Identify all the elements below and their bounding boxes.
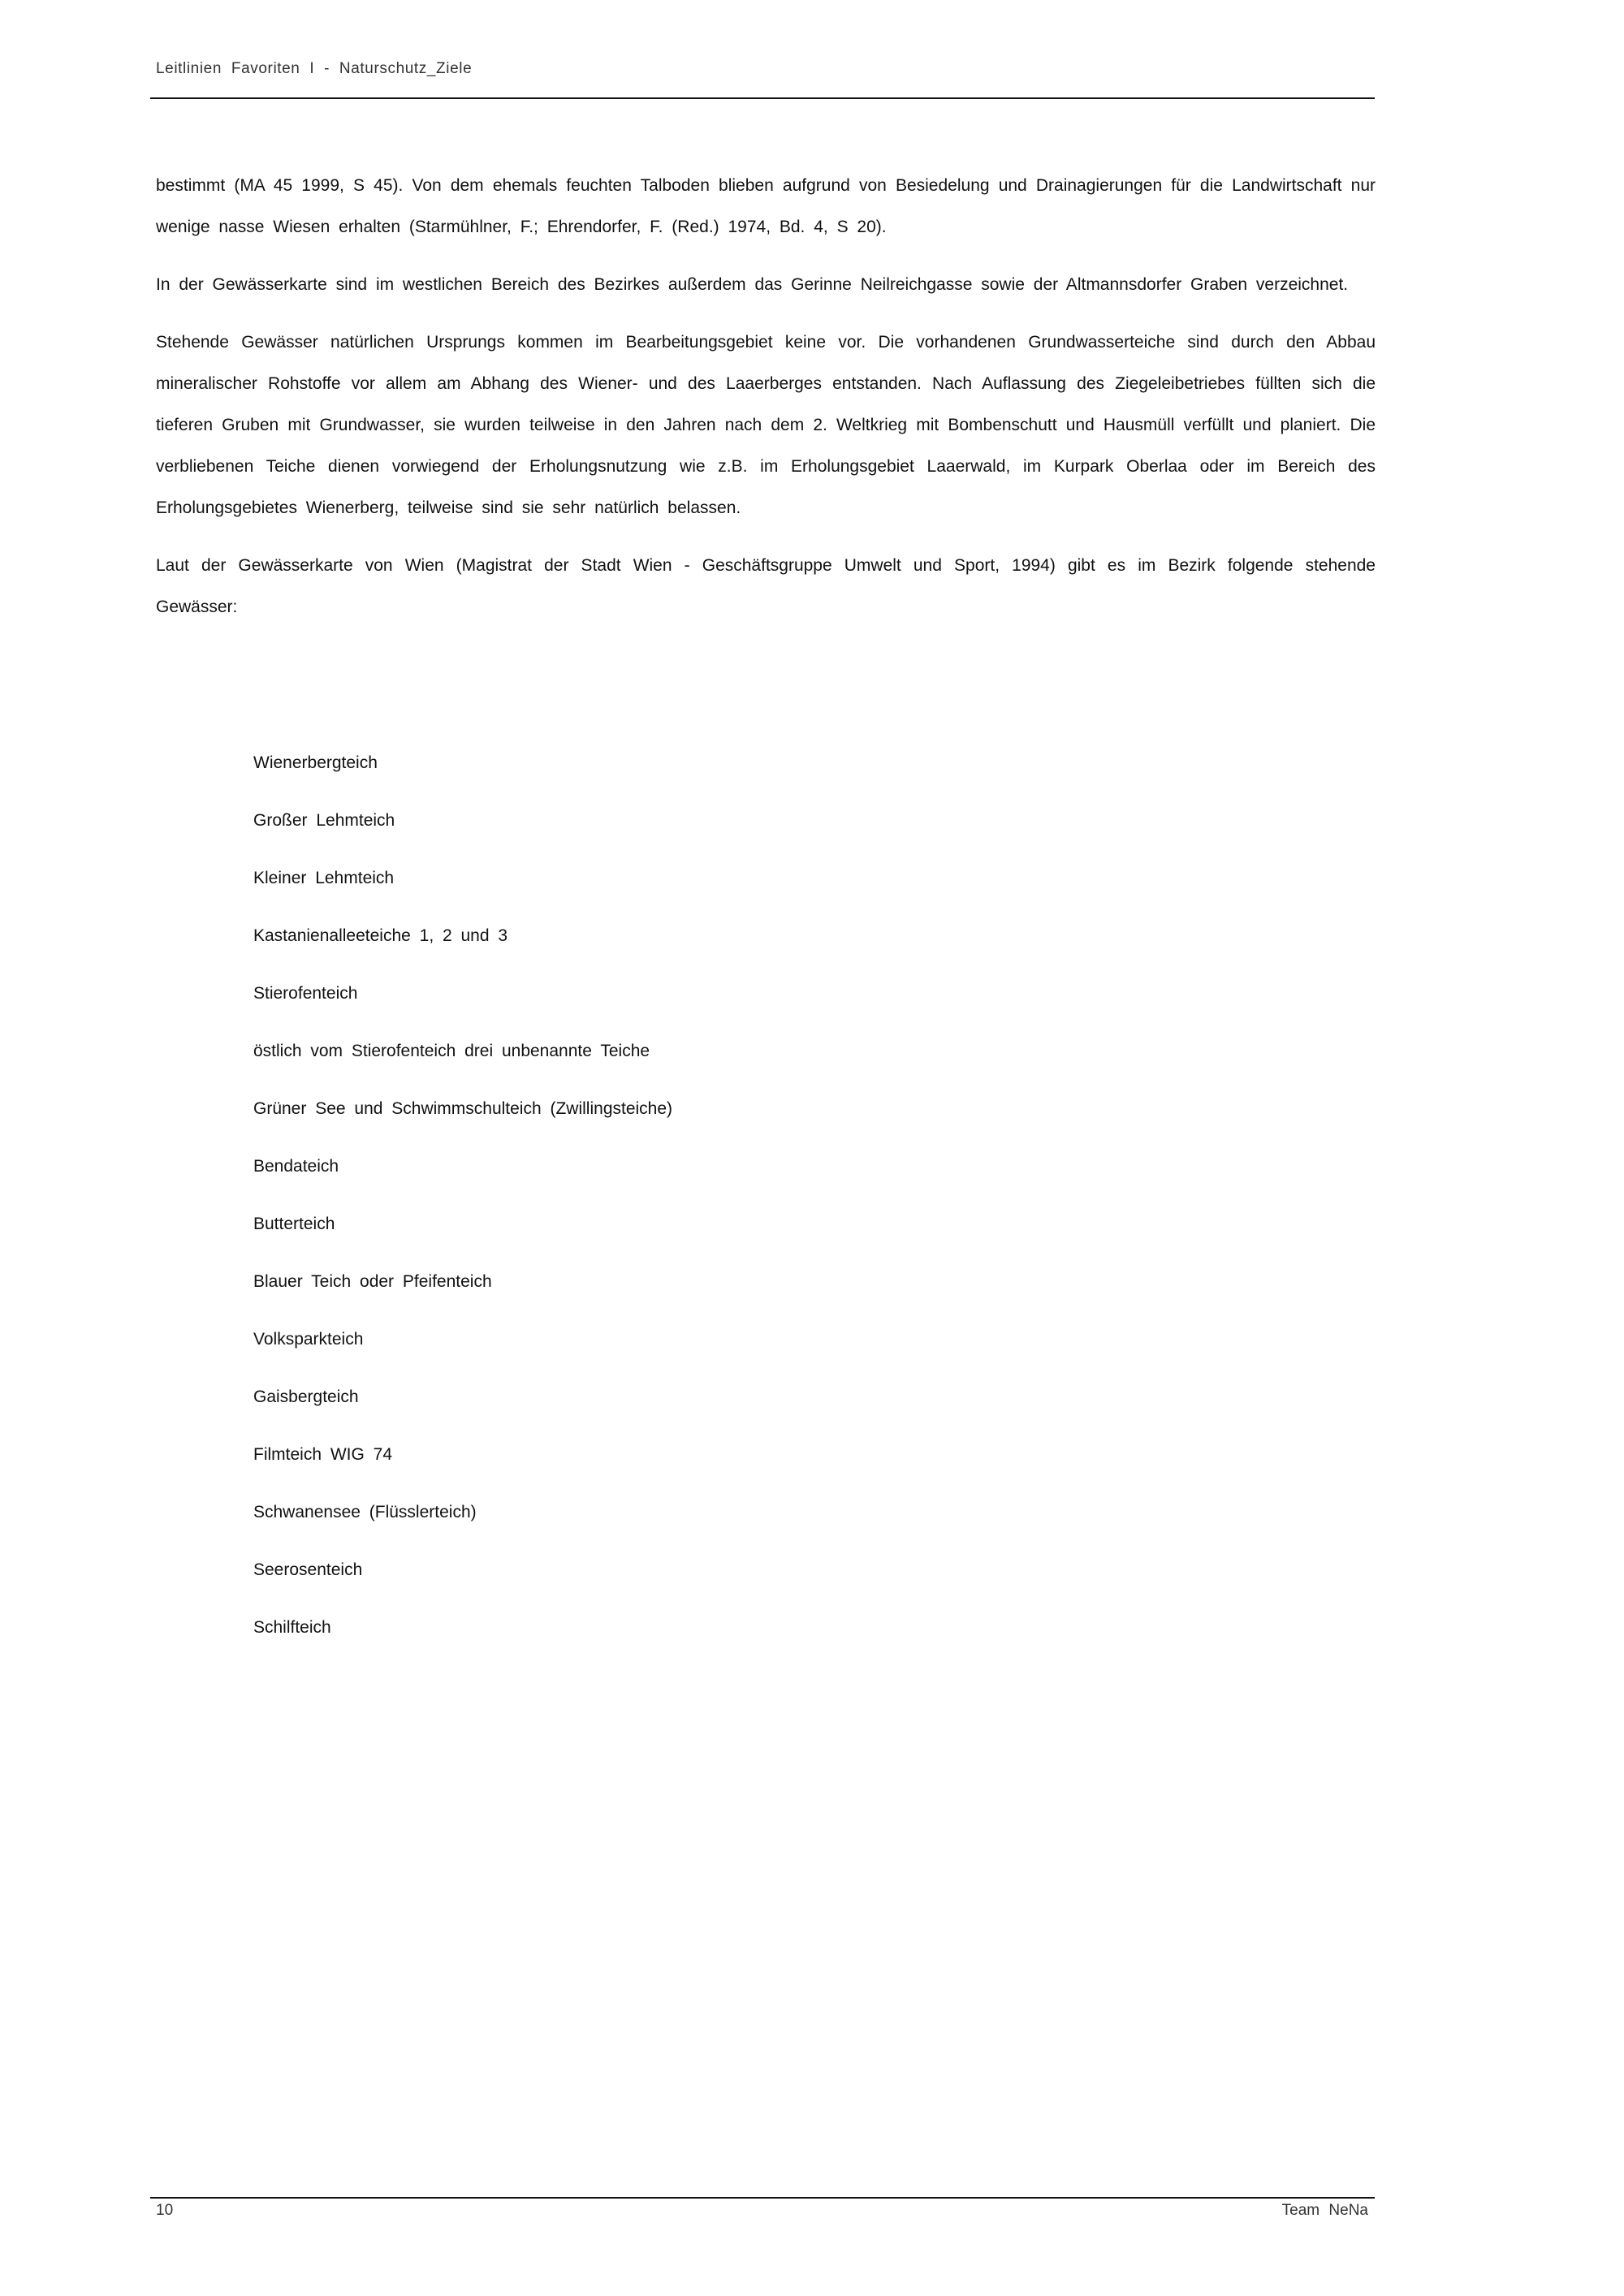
main-text	[156, 165, 1376, 644]
footer-team-name: Team NeNa	[1281, 2202, 1368, 2219]
pond-list-item: Grüner See und Schwimmschulteich (Zwillingsteiche)	[253, 1099, 673, 1118]
paragraph: bestimmt (MA 45 1999, S 45). Von dem ehemals feuchten Talboden blieben aufgrund von Besiedelung und Drainagierungen für die Landwirtschaft nur wenige nasse Wiesen erhalten (Starmühlner, F.; Ehrendorfer, F. (Red.) 1974, Bd. 4, S 20).	[156, 176, 1376, 236]
pond-list-item: Blauer Teich oder Pfeifenteich	[253, 1272, 492, 1291]
pond-list-item: Bendateich	[253, 1157, 339, 1176]
running-header: Leitlinien Favoriten I - Naturschutz_Ziele	[156, 60, 473, 77]
pond-list-item: Butterteich	[253, 1215, 335, 1233]
pond-list-item: Kleiner Lehmteich	[253, 869, 395, 887]
pond-list-item: Stierofenteich	[253, 984, 358, 1003]
pond-list-item: Seerosenteich	[253, 1560, 363, 1579]
pond-list-item: Filmteich WIG 74	[253, 1445, 393, 1464]
paragraph: In der Gewässerkarte sind im westlichen Bereich des Bezirkes außerdem das Gerinne Neilreichgasse sowie der Altmannsdorfer Graben verzeichnet.	[156, 275, 1349, 294]
pond-list-item: Gaisbergteich	[253, 1388, 359, 1406]
paragraph: Laut der Gewässerkarte von Wien (Magistrat der Stadt Wien - Geschäftsgruppe Umwelt und Sport, 1994) gibt es im Bezirk folgende stehende Gewässer:	[156, 556, 1376, 616]
pond-list-item: Kastanienalleeteiche 1, 2 und 3	[253, 926, 508, 945]
paragraph: Stehende Gewässer natürlichen Ursprungs kommen im Bearbeitungsgebiet keine vor. Die vorhandenen Grundwasserteiche sind durch den Abbau mineralischer Rohstoffe vor allem am Abhang des Wiener- und des Laaerberges entstanden. Nach Auflassung des Ziegeleibetriebes füllten sich die tieferen Gruben mit Grundwasser, sie wurden teilweise in den Jahren nach dem 2. Weltkrieg mit Bombenschutt und Hausmüll verfüllt und planiert. Die verbliebenen Teiche dienen vorwiegend der Erholungsnutzung wie z.B. im Erholungsgebiet Laaerwald, im Kurpark Oberlaa oder im Bereich des Erholungsgebietes Wienerberg, teilweise sind sie sehr natürlich belassen.	[156, 333, 1376, 517]
page-number: 10	[156, 2202, 174, 2219]
pond-list	[253, 742, 672, 1664]
pond-list-item: Wienerbergteich	[253, 753, 378, 772]
pond-list-item: Großer Lehmteich	[253, 811, 395, 830]
footer-divider	[150, 2197, 1375, 2199]
header-divider	[150, 97, 1375, 99]
pond-list-item: Volksparkteich	[253, 1330, 364, 1349]
pond-list-item: östlich vom Stierofenteich drei unbenannte Teiche	[253, 1042, 650, 1060]
pond-list-item: Schwanensee (Flüsslerteich)	[253, 1503, 477, 1521]
pond-list-item: Schilfteich	[253, 1618, 331, 1637]
